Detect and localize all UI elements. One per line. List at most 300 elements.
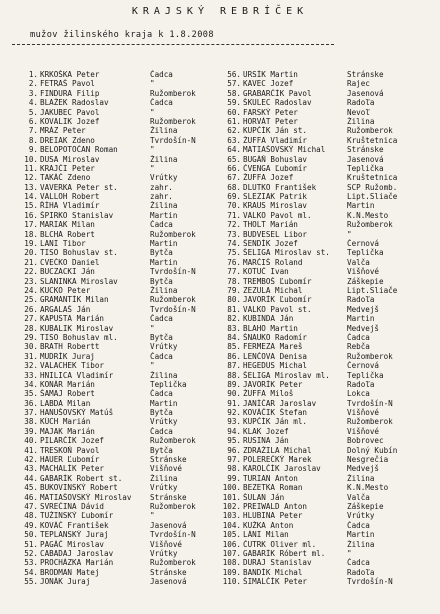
rank-number: 101. [222,492,241,502]
player-name: ARGALAŠ Ján [40,304,91,314]
ranking-row [14,295,222,304]
player-club: Čadca [150,314,173,324]
ranking-row [221,248,439,257]
player-name: BRODMAN Matej [40,567,100,577]
rank-number: 77. [227,267,241,277]
player-club: Žilina [150,285,178,295]
rank-number: 34. [24,379,38,389]
ranking-row [14,464,222,473]
rank-number: 94. [227,426,241,436]
player-club: Vrútky [150,342,178,352]
player-name: KOVALIK Jozef [40,116,100,126]
rank-number: 71. [227,210,241,220]
rank-number: 2. [28,79,38,89]
rank-number: 23. [24,276,38,286]
player-club: Stránske [150,455,187,465]
player-name: TURIAN Anton [243,473,298,483]
player-name: MACHALÍK Peter [40,464,105,474]
player-club: Ružomberok [150,558,196,568]
rank-number: 31. [24,351,38,361]
player-club: " [150,323,155,333]
player-club: K.N.Mesto [347,210,389,220]
player-club: Vrútky [150,173,178,183]
ranking-row [221,361,439,370]
player-name: HLUBINA Peter [243,511,303,521]
rank-number: 45. [24,483,38,493]
rank-number: 21. [24,257,38,267]
player-club: Valča [347,492,370,502]
ranking-row [14,126,222,135]
player-club: Martin [150,257,178,267]
ranking-row [14,145,222,154]
player-club: Martin [347,201,375,211]
player-name: KUPČÍK Ján ml. [243,417,308,427]
ranking-row [221,380,439,389]
rank-number: 47. [24,501,38,511]
player-name: DURAJ Stanislav [243,558,312,568]
rank-number: 72. [227,220,241,230]
player-club: Záškepie [347,501,384,511]
player-club: Žilina [347,116,375,126]
rank-number: 62. [227,126,241,136]
player-club: Černová [347,361,380,371]
rank-number: 61. [227,116,241,126]
ranking-row [14,211,222,220]
player-name: KOTUČ Ivan [243,267,289,277]
player-name: ŽUFFA Miloš [243,389,294,399]
ranking-row [221,577,439,586]
player-club: Bytča [150,276,173,286]
ranking-row [14,342,222,351]
player-club: Ružomberok [347,126,393,136]
ranking-row [221,201,439,210]
player-name: JONÁK Juraj [40,577,91,587]
rank-number: 4. [28,98,38,108]
ranking-row [14,267,222,276]
rank-number: 110. [222,577,241,587]
rank-number: 79. [227,285,241,295]
ranking-row [221,399,439,408]
rank-number: 89. [227,379,241,389]
player-club: Čadca [150,70,173,79]
player-name: LÁNI Milan [243,530,289,540]
ranking-row [14,192,222,201]
rank-number: 7. [28,126,38,136]
ranking-row [221,502,439,511]
player-name: SLEZIAK Patrik [243,192,308,202]
rank-number: 52. [24,548,38,558]
player-name: ŽUFFA Vladimír [243,135,308,145]
player-club: Tvrdošín-N [150,530,196,540]
ranking-row [14,305,222,314]
page-title: KRAJSKÝ REBRÍČEK [131,6,309,17]
player-name: GRABARČÍK Pavol [243,88,312,98]
ranking-row [14,568,222,577]
player-name: HORVÁT Peter [243,116,298,126]
rank-number: 19. [24,239,38,249]
player-name: ŠIMALČÍK Peter [243,577,308,587]
rank-number: 67. [227,173,241,183]
ranking-row [221,98,439,107]
ranking-row [221,342,439,351]
player-name: ŠELIGA Miroslav ml. [243,370,330,380]
rank-number: 30. [24,342,38,352]
ranking-row [221,220,439,229]
player-name: JAKUBEC Pavol [40,107,100,117]
player-name: MARIAK Milan [40,220,95,230]
player-name: TAKÁČ Zdeno [40,173,91,183]
ranking-row [221,277,439,286]
ranking-row [14,361,222,370]
ranking-row [221,258,439,267]
ranking-row [14,108,222,117]
rank-number: 60. [227,107,241,117]
player-club: Rebča [347,342,370,352]
player-club: Teplička [347,370,384,380]
ranking-row [221,352,439,361]
player-name: KONÁR Marián [40,379,95,389]
player-name: ŠULAN Ján [243,492,285,502]
ranking-row [14,371,222,380]
ranking-row [14,483,222,492]
player-name: DREIAK Zdeno [40,135,95,145]
rank-number: 87. [227,361,241,371]
rank-number: 48. [24,511,38,521]
ranking-row [221,183,439,192]
player-name: ČVENGA Ľubomír [243,163,308,173]
page-subtitle: mužov žilinského kraja k 1.8.2008 [30,30,214,40]
player-club: Bytča [150,408,173,418]
player-name: BANDÍK Michal [243,567,303,577]
ranking-row [14,577,222,586]
ranking-row [14,511,222,520]
ranking-row [221,286,439,295]
player-name: KUCKO Peter [40,285,91,295]
player-name: SLANINKA Miroslav [40,276,118,286]
rank-number: 17. [24,220,38,230]
rank-number: 84. [227,332,241,342]
rank-number: 26. [24,304,38,314]
rank-number: 55. [24,577,38,587]
player-name: FERMEZA Mareš [243,342,303,352]
player-name: ŠKULEC Radoslav [243,98,312,108]
rank-number: 35. [24,389,38,399]
rank-number: 15. [24,201,38,211]
player-club: Rajec [347,79,370,89]
player-name: THOLT Marián [243,220,298,230]
ranking-row [14,408,222,417]
rank-number: 38. [24,417,38,427]
rank-number: 13. [24,182,38,192]
player-name: PREIWALD Anton [243,501,308,511]
player-club: Žilina [347,539,375,549]
player-club: Martin [347,530,375,540]
rank-number: 78. [227,276,241,286]
player-club: SCP Ružomb. [347,182,398,192]
rank-number: 22. [24,267,38,277]
player-name: LENČOVA Denisa [243,351,308,361]
ranking-row [14,455,222,464]
player-name: KRKOŠKA Peter [40,70,100,79]
player-name: HANUŠOVSKÝ Matúš [40,408,114,418]
player-name: KRAUS Miroslav [243,201,308,211]
player-name: HNILICA Vladimír [40,370,114,380]
rank-number: 5. [28,107,38,117]
ranking-row [14,117,222,126]
ranking-row [14,248,222,257]
player-name: FETRAŠ Pavol [40,79,95,89]
ranking-row [221,427,439,436]
player-name: BELOPOTOČAN Roman [40,145,118,155]
player-club: Vrútky [150,417,178,427]
player-name: POLEREČKÝ Marek [243,455,312,465]
ranking-row [221,267,439,276]
rank-number: 104. [222,520,241,530]
ranking-row [221,568,439,577]
ranking-row [14,201,222,210]
rank-number: 25. [24,295,38,305]
player-club: Ružomberok [150,88,196,98]
player-club: Žilina [150,473,178,483]
player-club: Medvejš [347,323,380,333]
player-name: DLUTKO František [243,182,317,192]
rank-number: 99. [227,473,241,483]
player-club: " [347,229,352,239]
ranking-row [221,558,439,567]
player-club: Ružomberok [150,295,196,305]
player-name: TEPLANSKÝ Juraj [40,530,109,540]
player-name: KUPČÍK Ján st. [243,126,308,136]
rank-number: 63. [227,135,241,145]
ranking-row [14,286,222,295]
rank-number: 56. [227,70,241,79]
rank-number: 93. [227,417,241,427]
player-club: Jasenová [150,520,187,530]
rank-number: 41. [24,445,38,455]
rank-number: 24. [24,285,38,295]
rank-number: 28. [24,323,38,333]
rank-number: 12. [24,173,38,183]
ranking-row [14,314,222,323]
rank-number: 82. [227,314,241,324]
player-name: TUŽINSKÝ Ľubomír [40,511,114,521]
player-club: Višňové [347,426,380,436]
rank-number: 86. [227,351,241,361]
rank-number: 32. [24,361,38,371]
rank-number: 59. [227,98,241,108]
ranking-row [14,521,222,530]
player-club: " [150,107,155,117]
player-name: JANÍČAR Jaroslav [243,398,317,408]
player-club: Vrútky [150,548,178,558]
player-name: KLAK Jozef [243,426,289,436]
player-name: BLAHO Martin [243,323,298,333]
player-club: Čadca [150,426,173,436]
rank-number: 100. [222,483,241,493]
ranking-row [14,549,222,558]
ranking-row [14,399,222,408]
player-name: KUŽKA Anton [243,520,294,530]
player-club: Ružomberok [347,220,393,230]
player-club: Černová [347,239,380,249]
player-name: BRATH Robertt [40,342,100,352]
player-name: KAPUSTA Marián [40,314,105,324]
ranking-row [221,464,439,473]
ranking-row [221,305,439,314]
player-club: Bytča [150,332,173,342]
player-club: Čadca [347,558,370,568]
rank-number: 43. [24,464,38,474]
player-name: GABARÍK Robert st. [40,473,123,483]
player-name: ŠELIGA Miroslav st. [243,248,330,258]
player-club: Záškepie [347,276,384,286]
player-club: zahr. [150,182,173,192]
rank-number: 85. [227,342,241,352]
ranking-row [14,333,222,342]
player-name: MAJAK Marián [40,426,95,436]
rank-number: 64. [227,145,241,155]
rank-number: 49. [24,520,38,530]
player-club: Ružomberok [347,351,393,361]
player-name: MATIAŠOVSKÝ Miroslav [40,492,132,502]
rank-number: 18. [24,229,38,239]
ranking-row [14,427,222,436]
player-name: TREMBOŠ Ľubomír [243,276,312,286]
player-club: Čadca [150,98,173,108]
ranking-row [221,446,439,455]
player-club: Kruštetnica [347,135,398,145]
player-club: Čadca [150,389,173,399]
ranking-row [221,79,439,88]
player-name: MUDRÍK Juraj [40,351,95,361]
rank-number: 51. [24,539,38,549]
rank-number: 46. [24,492,38,502]
ranking-row [14,558,222,567]
rank-number: 106. [222,539,241,549]
player-name: ŠPIRKO Stanislav [40,210,114,220]
ranking-row [14,436,222,445]
ranking-row [221,333,439,342]
ranking-row [221,408,439,417]
rank-number: 83. [227,323,241,333]
ranking-row [221,474,439,483]
ranking-row [221,455,439,464]
ranking-list-left [14,70,222,586]
rank-number: 40. [24,436,38,446]
rank-number: 29. [24,332,38,342]
rank-number: 70. [227,201,241,211]
ranking-row [221,108,439,117]
ranking-row [14,183,222,192]
rank-number: 95. [227,436,241,446]
player-club: Radoľa [347,567,375,577]
ranking-row [14,89,222,98]
player-club: " [150,145,155,155]
player-club: Valča [347,257,370,267]
player-name: JAVORÍK Peter [243,379,303,389]
player-name: ZEZULA Michal [243,285,303,295]
player-name: PAGÁČ Miroslav [40,539,105,549]
ranking-row [221,549,439,558]
ranking-row [221,493,439,502]
rank-number: 50. [24,530,38,540]
ranking-row [221,89,439,98]
player-name: TISO Bohuslav ml. [40,332,118,342]
player-name: GRAMANTÍK Milan [40,295,109,305]
rank-number: 66. [227,163,241,173]
player-club: Čadca [347,520,370,530]
rank-number: 80. [227,295,241,305]
ranking-row [221,126,439,135]
player-club: Tvrdošín-N [150,267,196,277]
player-name: BUDVESEL Libor [243,229,308,239]
player-name: KAVEC Jozef [243,79,294,89]
ranking-row [14,230,222,239]
player-name: SVREČINA Dávid [40,501,105,511]
player-club: Bytča [150,445,173,455]
ranking-row [14,220,222,229]
rank-number: 108. [222,558,241,568]
rank-number: 16. [24,210,38,220]
rank-number: 14. [24,192,38,202]
ranking-row [221,389,439,398]
player-club: Bytča [150,248,173,258]
ranking-row [14,380,222,389]
player-name: MARČIŠ Roland [243,257,303,267]
player-name: FARSKÝ Peter [243,107,298,117]
player-club: Martin [347,314,375,324]
player-club: Martin [150,239,178,249]
rank-number: 75. [227,248,241,258]
rank-number: 102. [222,501,241,511]
player-name: FINDURA Filip [40,88,100,98]
rank-number: 27. [24,314,38,324]
ranking-row [221,371,439,380]
player-name: ŠAMAJ Robert [40,389,95,399]
player-name: HAUER Ľubomír [40,455,100,465]
rank-number: 42. [24,455,38,465]
ranking-row [221,192,439,201]
rank-number: 74. [227,239,241,249]
player-name: RUSINA Ján [243,436,289,446]
rank-number: 54. [24,567,38,577]
player-name: BLCHA Robert [40,229,95,239]
rank-number: 33. [24,370,38,380]
player-club: " [150,361,155,371]
player-club: Medvejš [347,464,380,474]
rank-number: 65. [227,154,241,164]
player-name: BEZETKA Roman [243,483,303,493]
player-club: " [150,79,155,89]
ranking-row [14,540,222,549]
player-club: Tvrdošín-N [150,135,196,145]
ranking-row [14,277,222,286]
player-name: BUKOVINSKÝ Robert [40,483,118,493]
player-club: Višňové [347,408,380,418]
player-club: zahr. [150,192,173,202]
ranking-row [14,352,222,361]
rank-number: 105. [222,530,241,540]
rank-number: 10. [24,154,38,164]
player-name: HEGEDUS Michal [243,361,308,371]
ranking-row [221,117,439,126]
rank-number: 57. [227,79,241,89]
ranking-row [14,173,222,182]
player-club: Teplička [347,163,384,173]
player-name: ŘÍHA Vladimír [40,201,100,211]
player-name: GABARÍK Róbert ml. [243,548,326,558]
rank-number: 91. [227,398,241,408]
